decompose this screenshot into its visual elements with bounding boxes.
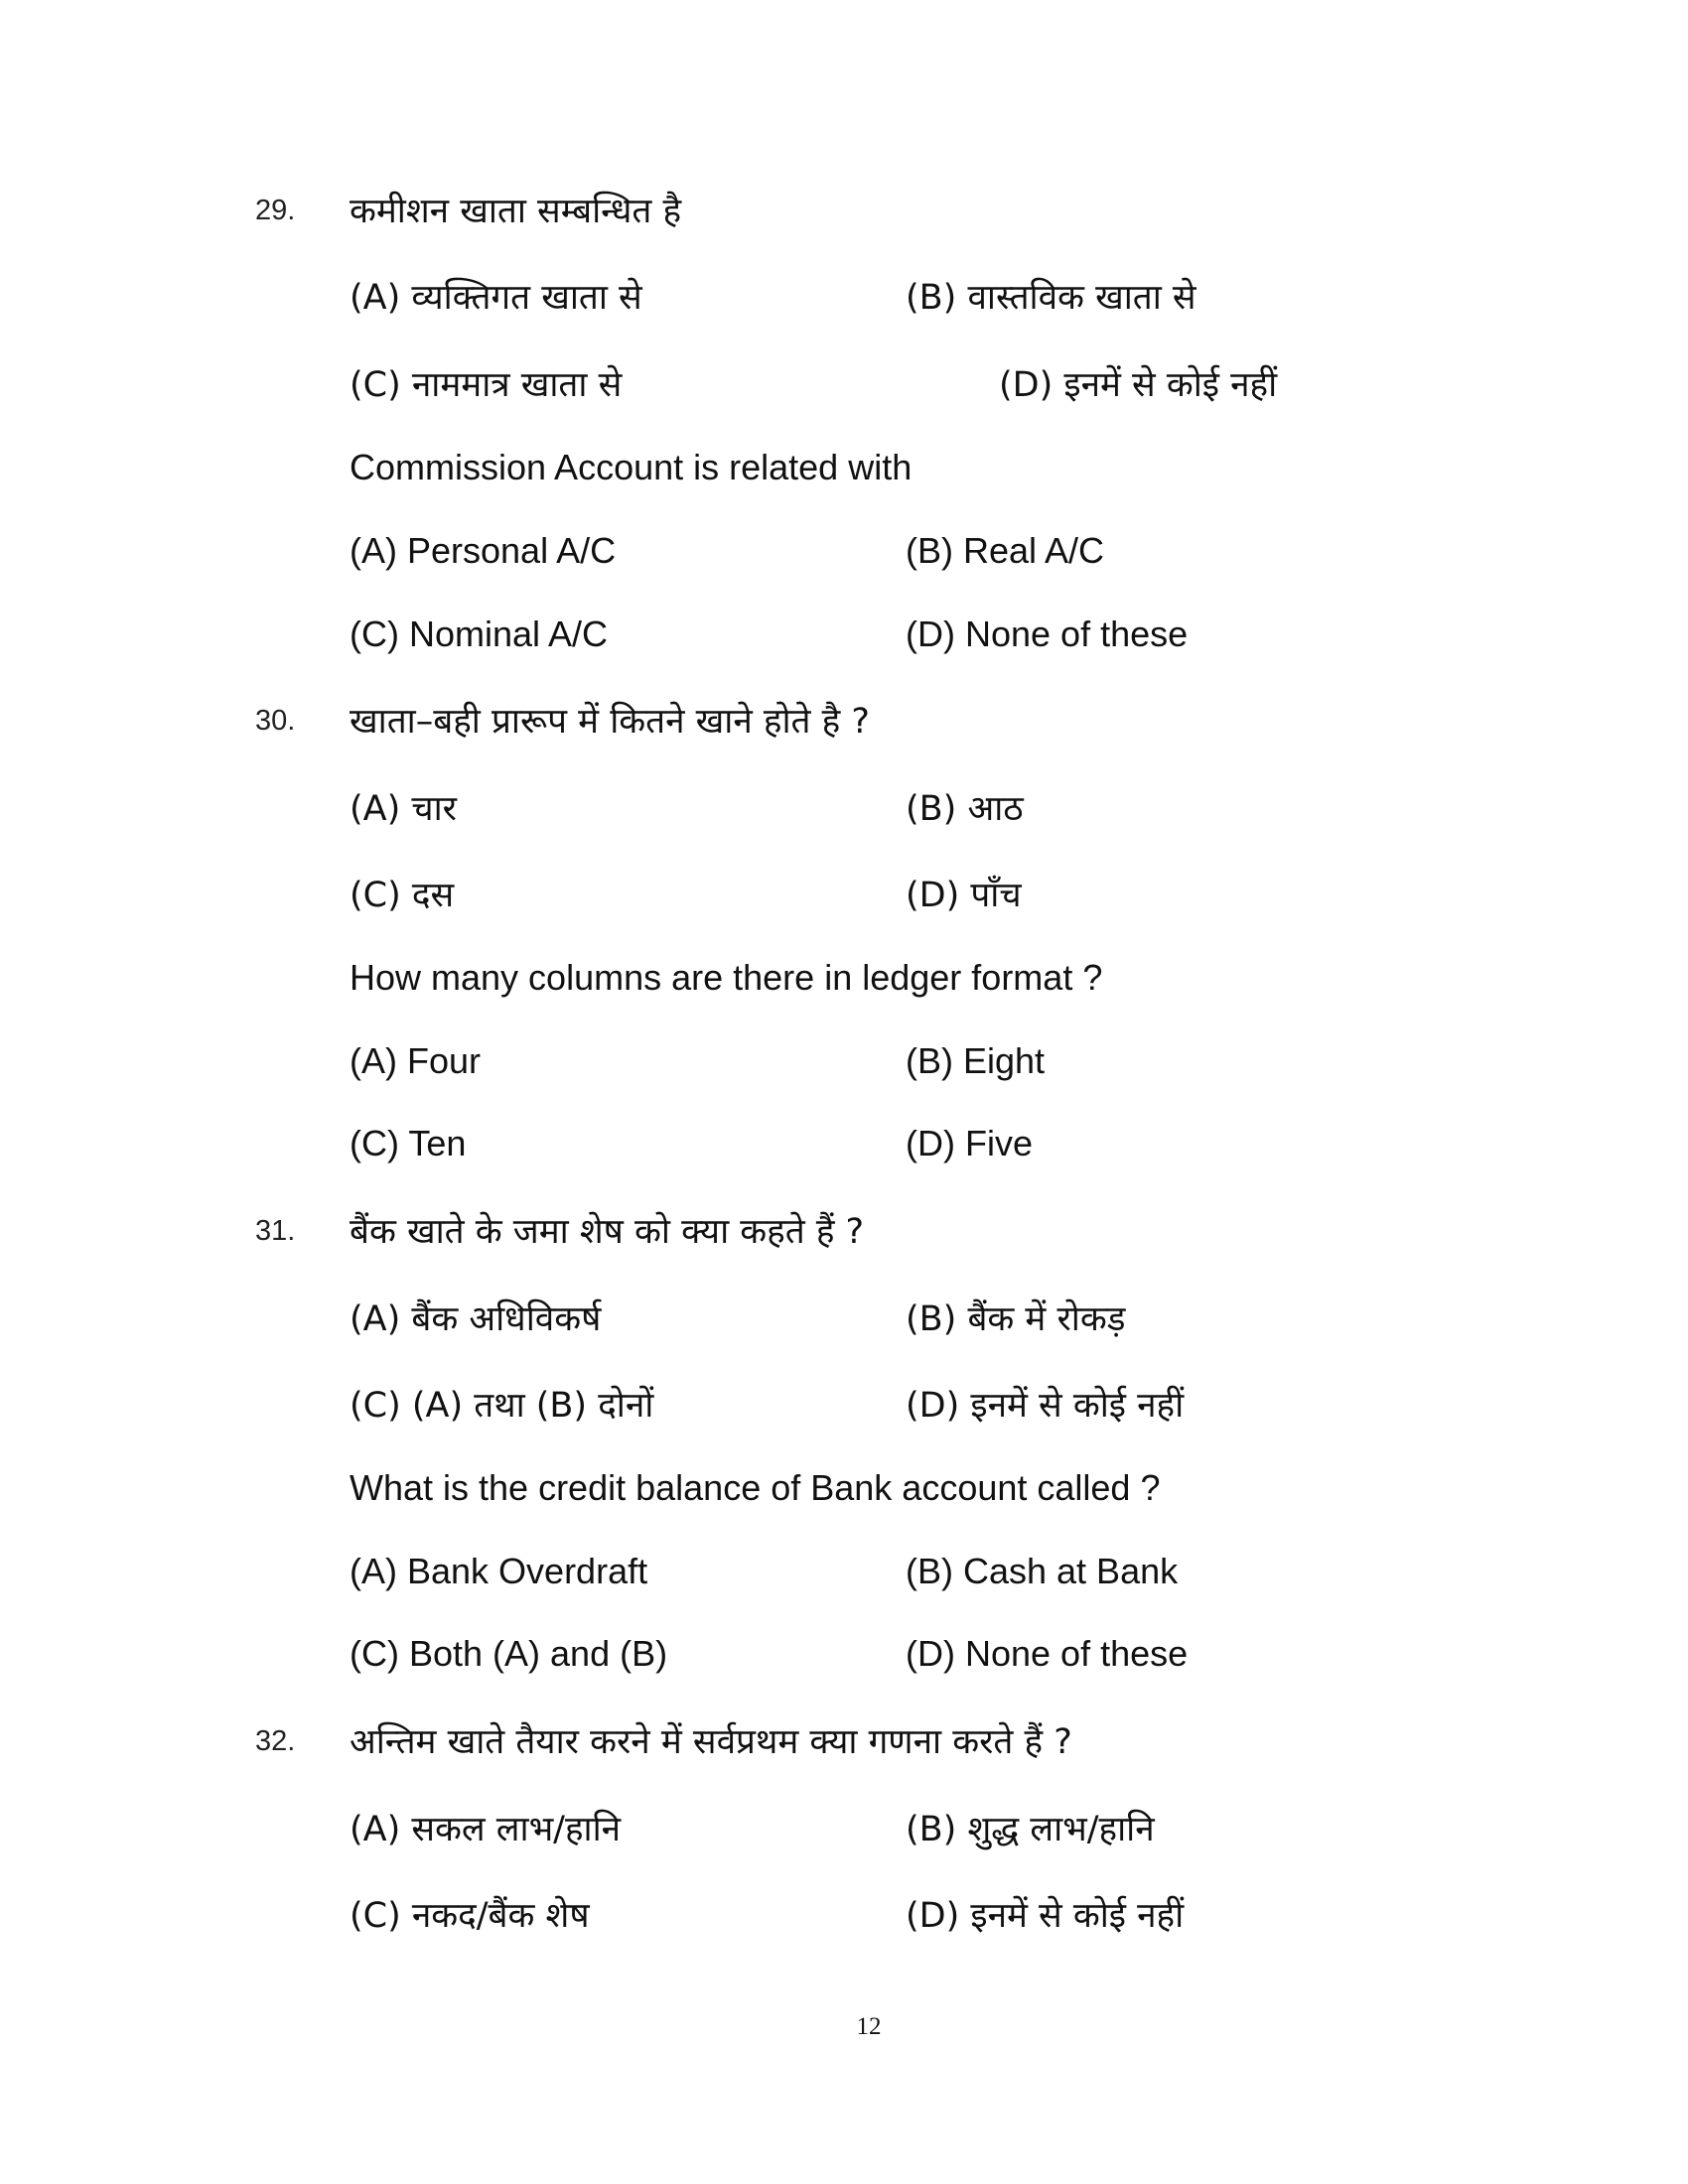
hindi-option-b: (B) वास्तविक खाता से (906, 278, 1196, 318)
hindi-option-a: (A) चार (350, 789, 457, 829)
question-hindi-stem: खाता–बही प्रारूप में कितने खाने होते है ? (350, 702, 870, 742)
english-option-a: (A) Personal A/C (350, 530, 617, 571)
hindi-option-a: (A) व्यक्तिगत खाता से (350, 278, 642, 318)
hindi-option-d: (D) इनमें से कोई नहीं (906, 1896, 1185, 1936)
english-option-d: (D) Five (906, 1123, 1033, 1163)
english-option-d: (D) None of these (906, 1633, 1189, 1674)
english-option-c: (C) Ten (350, 1123, 467, 1163)
hindi-option-a: (A) बैंक अधिविकर्ष (350, 1299, 602, 1339)
hindi-option-c: (C) (A) तथा (B) दोनों (350, 1386, 654, 1426)
hindi-option-b: (B) आठ (906, 789, 1024, 829)
hindi-option-d: (D) पाँच (906, 876, 1022, 915)
question-hindi-stem: बैंक खाते के जमा शेष को क्या कहते हैं ? (350, 1212, 865, 1252)
hindi-option-d: (D) इनमें से कोई नहीं (999, 365, 1278, 405)
english-option-b: (B) Cash at Bank (906, 1551, 1179, 1591)
hindi-option-b: (B) शुद्ध लाभ/हानि (906, 1810, 1155, 1849)
page-number: 12 (856, 2013, 882, 2040)
english-option-d: (D) None of these (906, 614, 1189, 654)
hindi-option-c: (C) दस (350, 876, 455, 915)
question-english-stem: How many columns are there in ledger format ? (350, 957, 1103, 998)
question-number: 29. (255, 195, 296, 226)
hindi-option-c: (C) नकद/बैंक शेष (350, 1896, 590, 1936)
question-hindi-stem: कमीशन खाता सम्बन्धित है (350, 192, 682, 231)
question-english-stem: What is the credit balance of Bank account called ? (350, 1467, 1161, 1508)
english-option-b: (B) Real A/C (906, 530, 1105, 571)
hindi-option-a: (A) सकल लाभ/हानि (350, 1810, 622, 1849)
question-number: 30. (255, 705, 296, 737)
english-option-c: (C) Nominal A/C (350, 614, 609, 654)
english-option-a: (A) Four (350, 1040, 482, 1081)
hindi-option-d: (D) इनमें से कोई नहीं (906, 1386, 1185, 1426)
english-option-c: (C) Both (A) and (B) (350, 1633, 668, 1674)
hindi-option-b: (B) बैंक में रोकड़ (906, 1299, 1126, 1339)
english-option-a: (A) Bank Overdraft (350, 1551, 648, 1591)
question-hindi-stem: अन्तिम खाते तैयार करने में सर्वप्रथम क्या गणना करते हैं ? (350, 1722, 1072, 1762)
question-number: 32. (255, 1725, 296, 1757)
english-option-b: (B) Eight (906, 1040, 1046, 1081)
hindi-option-c: (C) नाममात्र खाता से (350, 365, 623, 405)
question-english-stem: Commission Account is related with (350, 447, 913, 487)
question-number: 31. (255, 1215, 296, 1247)
